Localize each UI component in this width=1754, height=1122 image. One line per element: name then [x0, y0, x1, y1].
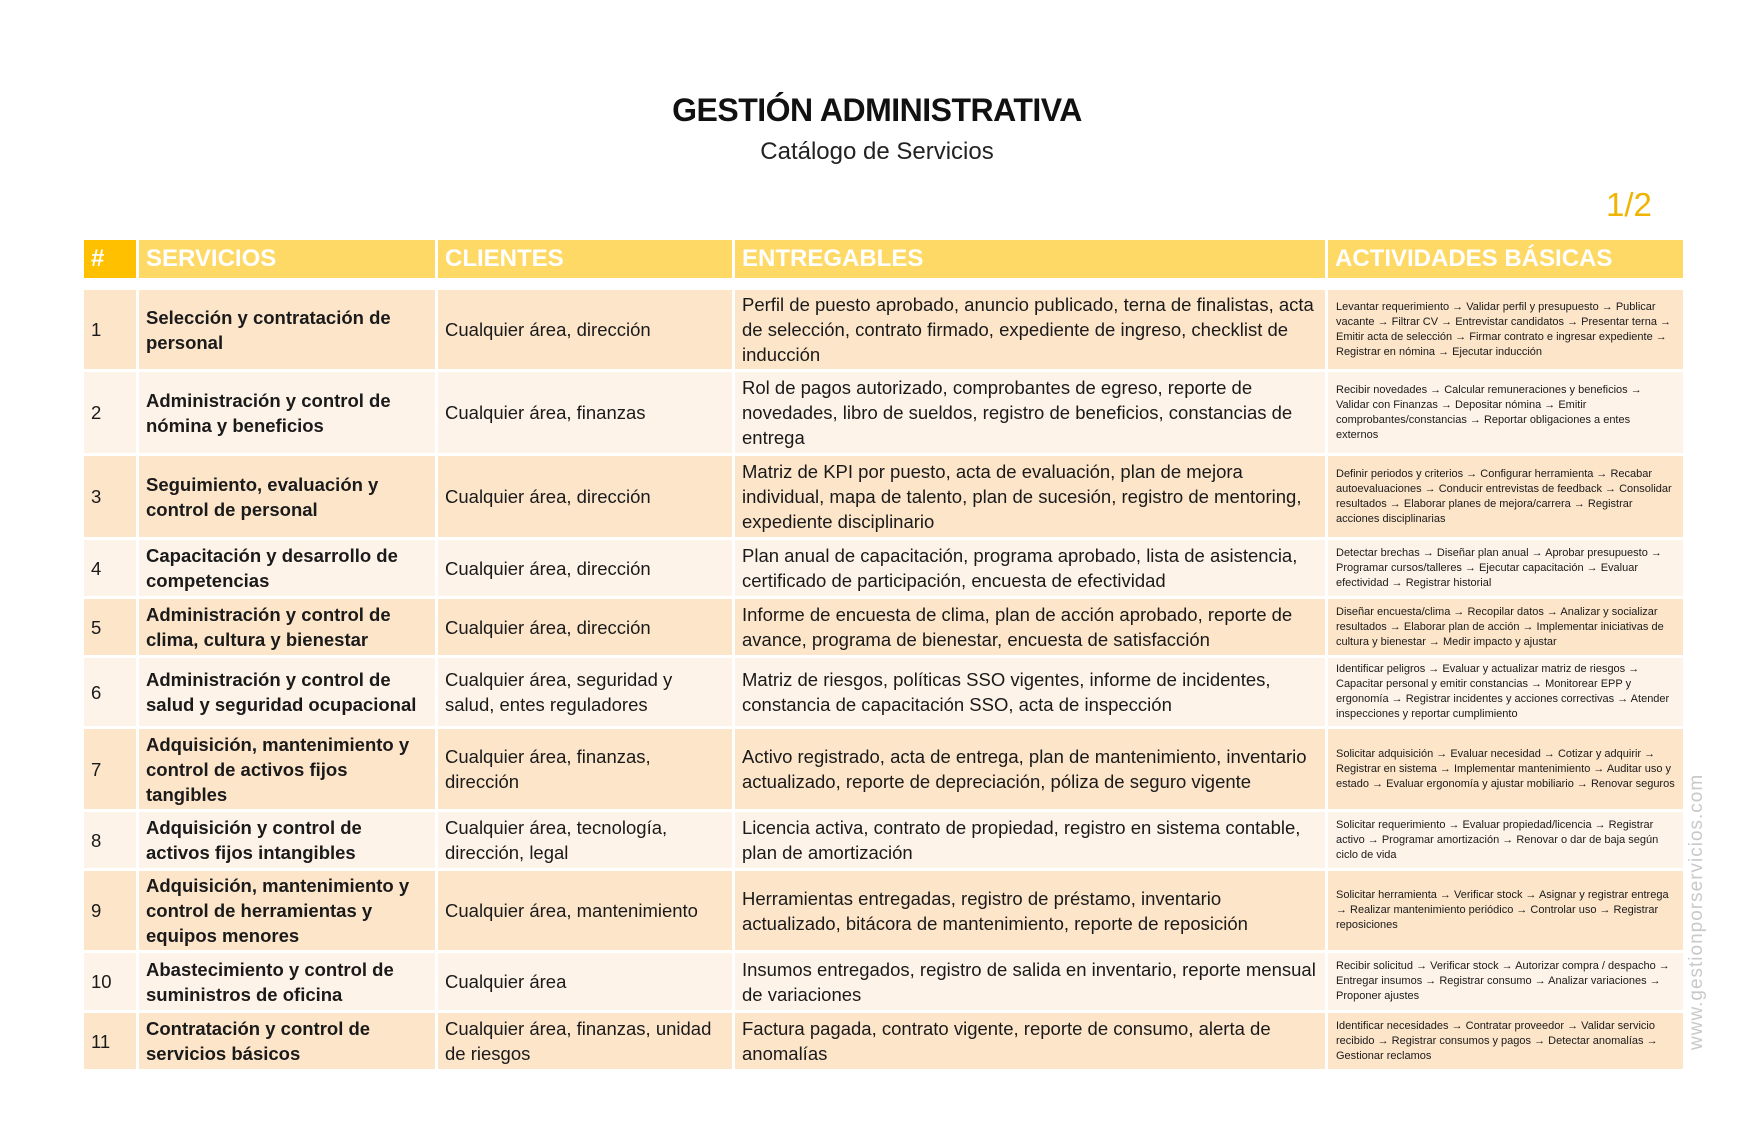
page-subtitle: Catálogo de Servicios — [760, 138, 994, 165]
service-name: Abastecimiento y control de suministros de oficina — [139, 953, 435, 1010]
activities: Solicitar requerimiento → Evaluar propiedad/licencia → Registrar activo → Programar amortización → Renovar o dar de baja según ciclo de vida — [1328, 812, 1683, 868]
row-number: 9 — [84, 871, 136, 950]
clients: Cualquier área, dirección — [438, 290, 732, 369]
watermark-url: www.gestionporservicios.com — [1686, 773, 1707, 1050]
clients: Cualquier área, seguridad y salud, entes reguladores — [438, 658, 732, 726]
table-row — [84, 729, 1683, 809]
activities: Recibir solicitud → Verificar stock → Autorizar compra / despacho → Entregar insumos → Registrar consumo → Analizar variaciones → Proponer ajustes — [1328, 953, 1683, 1010]
table-header-row — [84, 240, 1683, 278]
clients: Cualquier área, dirección — [438, 599, 732, 655]
page-number: 1/2 — [1606, 186, 1652, 223]
row-number: 11 — [84, 1013, 136, 1069]
table-row — [84, 540, 1683, 596]
table-row — [84, 953, 1683, 1010]
service-name: Administración y control de salud y seguridad ocupacional — [139, 658, 435, 726]
service-name: Contratación y control de servicios básicos — [139, 1013, 435, 1069]
row-number: 7 — [84, 729, 136, 809]
row-number: 10 — [84, 953, 136, 1010]
row-number: 5 — [84, 599, 136, 655]
deliverables: Informe de encuesta de clima, plan de acción aprobado, reporte de avance, programa de bienestar, encuesta de satisfacción — [735, 599, 1325, 655]
activities: Identificar necesidades → Contratar proveedor → Validar servicio recibido → Registrar consumos y pagos → Detectar anomalías → Gestionar reclamos — [1328, 1013, 1683, 1069]
service-name: Adquisición, mantenimiento y control de activos fijos tangibles — [139, 729, 435, 809]
deliverables: Insumos entregados, registro de salida en inventario, reporte mensual de variaciones — [735, 953, 1325, 1010]
row-number: 2 — [84, 372, 136, 453]
row-number: 3 — [84, 456, 136, 537]
column-header-deliverables: ENTREGABLES — [735, 240, 1325, 278]
deliverables: Licencia activa, contrato de propiedad, registro en sistema contable, plan de amortización — [735, 812, 1325, 868]
activities: Recibir novedades → Calcular remuneraciones y beneficios → Validar con Finanzas → Depositar nómina → Emitir comprobantes/constancias → Reportar obligaciones a entes externos — [1328, 372, 1683, 453]
table-row — [84, 372, 1683, 453]
deliverables: Matriz de riesgos, políticas SSO vigentes, informe de incidentes, constancia de capacitación SSO, acta de inspección — [735, 658, 1325, 726]
service-name: Administración y control de nómina y beneficios — [139, 372, 435, 453]
table-row — [84, 658, 1683, 726]
activities: Solicitar adquisición → Evaluar necesidad → Cotizar y adquirir → Registrar en sistema → Implementar mantenimiento → Auditar uso y estado → Evaluar ergonomía y ajustar mobiliario → Renovar seguros — [1328, 729, 1683, 809]
deliverables: Herramientas entregadas, registro de préstamo, inventario actualizado, bitácora de mantenimiento, reporte de reposición — [735, 871, 1325, 950]
service-name: Capacitación y desarrollo de competencias — [139, 540, 435, 596]
deliverables: Matriz de KPI por puesto, acta de evaluación, plan de mejora individual, mapa de talento, plan de sucesión, registro de mentoring, expediente disciplinario — [735, 456, 1325, 537]
page-title: GESTIÓN ADMINISTRATIVA — [672, 92, 1082, 128]
column-header-clients: CLIENTES — [438, 240, 732, 278]
deliverables: Plan anual de capacitación, programa aprobado, lista de asistencia, certificado de participación, encuesta de efectividad — [735, 540, 1325, 596]
services-catalog-table — [81, 237, 1686, 1072]
deliverables: Activo registrado, acta de entrega, plan de mantenimiento, inventario actualizado, reporte de depreciación, póliza de seguro vigente — [735, 729, 1325, 809]
service-name: Administración y control de clima, cultura y bienestar — [139, 599, 435, 655]
clients: Cualquier área, finanzas, unidad de riesgos — [438, 1013, 732, 1069]
clients: Cualquier área, dirección — [438, 540, 732, 596]
clients: Cualquier área, dirección — [438, 456, 732, 537]
activities: Definir periodos y criterios → Configurar herramienta → Recabar autoevaluaciones → Conducir entrevistas de feedback → Consolidar resultados → Elaborar planes de mejora/carrera → Registrar acciones disciplinarias — [1328, 456, 1683, 537]
table-row — [84, 812, 1683, 868]
row-number: 8 — [84, 812, 136, 868]
row-number: 6 — [84, 658, 136, 726]
column-header-services: SERVICIOS — [139, 240, 435, 278]
spacer — [84, 281, 1683, 287]
clients: Cualquier área, finanzas — [438, 372, 732, 453]
clients: Cualquier área, tecnología, dirección, legal — [438, 812, 732, 868]
activities: Identificar peligros → Evaluar y actualizar matriz de riesgos → Capacitar personal y emitir constancias → Monitorear EPP y ergonomía → Registrar incidentes y acciones correctivas → Atender inspecciones y reportar cumplimiento — [1328, 658, 1683, 726]
deliverables: Factura pagada, contrato vigente, reporte de consumo, alerta de anomalías — [735, 1013, 1325, 1069]
activities: Detectar brechas → Diseñar plan anual → Aprobar presupuesto → Programar cursos/talleres → Ejecutar capacitación → Evaluar efectividad → Registrar historial — [1328, 540, 1683, 596]
table-row — [84, 1013, 1683, 1069]
activities: Levantar requerimiento → Validar perfil y presupuesto → Publicar vacante → Filtrar CV → Entrevistar candidatos → Presentar terna → Emitir acta de selección → Firmar contrato e ingresar expediente → Registrar en nómina → Ejecutar inducción — [1328, 290, 1683, 369]
clients: Cualquier área — [438, 953, 732, 1010]
table-row — [84, 290, 1683, 369]
table-row — [84, 599, 1683, 655]
row-number: 4 — [84, 540, 136, 596]
table-row — [84, 871, 1683, 950]
row-number: 1 — [84, 290, 136, 369]
column-header-activities: ACTIVIDADES BÁSICAS — [1328, 240, 1683, 278]
service-name: Adquisición y control de activos fijos intangibles — [139, 812, 435, 868]
service-name: Selección y contratación de personal — [139, 290, 435, 369]
service-name: Seguimiento, evaluación y control de personal — [139, 456, 435, 537]
activities: Solicitar herramienta → Verificar stock → Asignar y registrar entrega → Realizar mantenimiento periódico → Controlar uso → Registrar reposiciones — [1328, 871, 1683, 950]
clients: Cualquier área, finanzas, dirección — [438, 729, 732, 809]
column-header-number: # — [84, 240, 136, 278]
clients: Cualquier área, mantenimiento — [438, 871, 732, 950]
deliverables: Rol de pagos autorizado, comprobantes de egreso, reporte de novedades, libro de sueldos, registro de beneficios, constancias de entrega — [735, 372, 1325, 453]
deliverables: Perfil de puesto aprobado, anuncio publicado, terna de finalistas, acta de selección, contrato firmado, expediente de ingreso, checklist de inducción — [735, 290, 1325, 369]
service-name: Adquisición, mantenimiento y control de herramientas y equipos menores — [139, 871, 435, 950]
activities: Diseñar encuesta/clima → Recopilar datos → Analizar y socializar resultados → Elaborar plan de acción → Implementar iniciativas de cultura y bienestar → Medir impacto y ajustar — [1328, 599, 1683, 655]
table-row — [84, 456, 1683, 537]
